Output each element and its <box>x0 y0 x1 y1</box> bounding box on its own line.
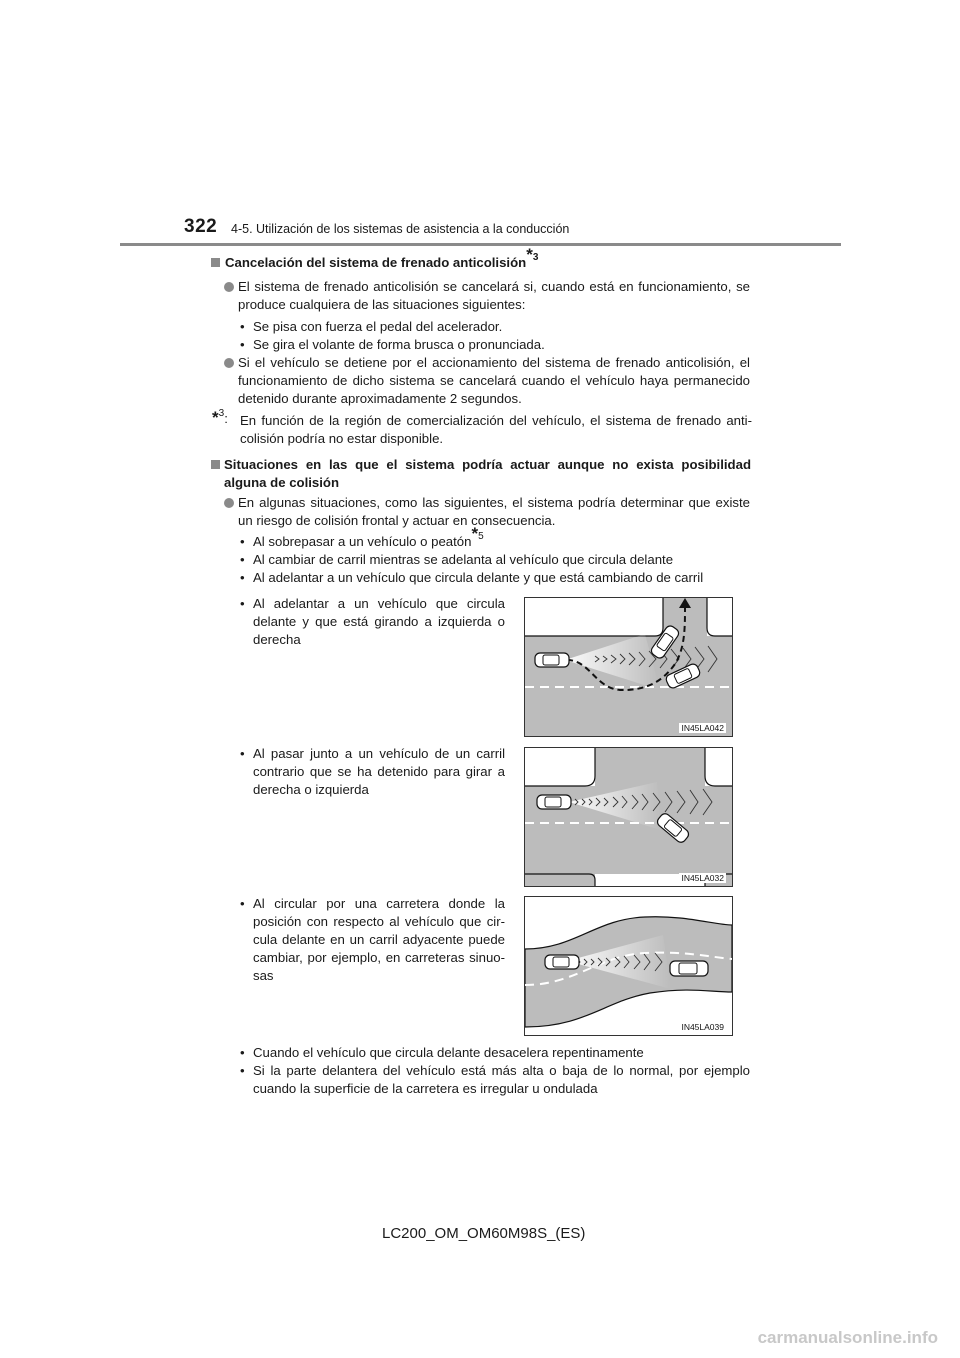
section2-bullet-1: • Al sobrepasar a un vehículo o peatón$^{*5}$ <box>240 523 484 549</box>
square-bullet-icon <box>211 460 220 469</box>
figure-code: IN45LA039 <box>681 1022 724 1032</box>
section2-bullet-3: • Al adelantar a un vehículo que circula delante y que está cambiando de carril <box>240 570 704 585</box>
section2-bullet-5: • Al pasar junto a un vehículo de un carril contrario que se ha detenido para girar a derecha o izquierda <box>240 746 505 797</box>
round-bullet-icon <box>224 358 234 368</box>
section1-paragraph-2: Si el vehículo se detiene por el accionamiento del sistema de frenado anticolisión, el funcionamiento de dicho sistema se cancelará cuando el vehículo haya permanecido detenido durante aproximadamente 2 segundos. <box>224 354 750 408</box>
figure-turning-vehicle <box>524 597 733 737</box>
figure-code: IN45LA042 <box>681 723 724 733</box>
section2-heading: Situaciones en las que el sistema podría actuar aunque no exista posibilidad alguna de colisión <box>211 456 751 492</box>
footnote: *$^3$: En función de la región de comercialización del vehículo, el sistema de frenado anti-colisión podría no estar disponible. <box>212 407 752 446</box>
section1-bullet-1: • Se pisa con fuerza el pedal del acelerador. <box>240 319 503 334</box>
turning-vehicle-illustration <box>525 598 732 736</box>
section2-bullet-8: • Si la parte delantera del vehículo está más alta o baja de lo normal, por ejemplo cuando la superficie de la carretera es irregular u ondulada <box>240 1063 750 1096</box>
section2-bullet-2: • Al cambiar de carril mientras se adelanta al vehículo que circula delante <box>240 552 674 567</box>
document-code: LC200_OM_OM60M98S_(ES) <box>382 1225 586 1242</box>
opposite-lane-illustration <box>525 748 732 886</box>
section2-bullet-6: • Al circular por una carretera donde la posición con respecto al vehículo que cir-cula delante en un carril adyacente puede cambiar, por ejemplo, en carreteras sinuo-sas <box>240 896 505 983</box>
section2-bullet-7: • Cuando el vehículo que circula delante desacelera repentinamente <box>240 1045 644 1060</box>
winding-road-illustration <box>525 897 732 1035</box>
header-rule <box>120 243 841 246</box>
section2-bullet-4: • Al adelantar a un vehículo que circula delante y que está girando a izquierda o derecha <box>240 596 505 647</box>
figure-winding-road <box>524 896 733 1036</box>
square-bullet-icon <box>211 258 220 267</box>
page-number: 322 <box>184 216 218 237</box>
figure-opposite-lane-vehicle <box>524 747 733 887</box>
chapter-title: 4-5. Utilización de los sistemas de asistencia a la conducción <box>231 222 570 236</box>
watermark: carmanualsonline.info <box>757 1328 938 1347</box>
section1-paragraph-1: El sistema de frenado anticolisión se cancelará si, cuando está en funcionamiento, se produce cualquiera de las situaciones siguientes: <box>224 278 750 314</box>
round-bullet-icon <box>224 498 234 508</box>
section1-bullet-2: • Se gira el volante de forma brusca o pronunciada. <box>240 337 545 352</box>
section2-paragraph-1: En algunas situaciones, como las siguientes, el sistema podría determinar que existe un riesgo de colisión frontal y actuar en consecuencia. <box>224 494 750 530</box>
figure-code: IN45LA032 <box>681 873 724 883</box>
round-bullet-icon <box>224 282 234 292</box>
section1-heading: Cancelación del sistema de frenado anticolisión$^{*3}$ <box>211 254 538 272</box>
